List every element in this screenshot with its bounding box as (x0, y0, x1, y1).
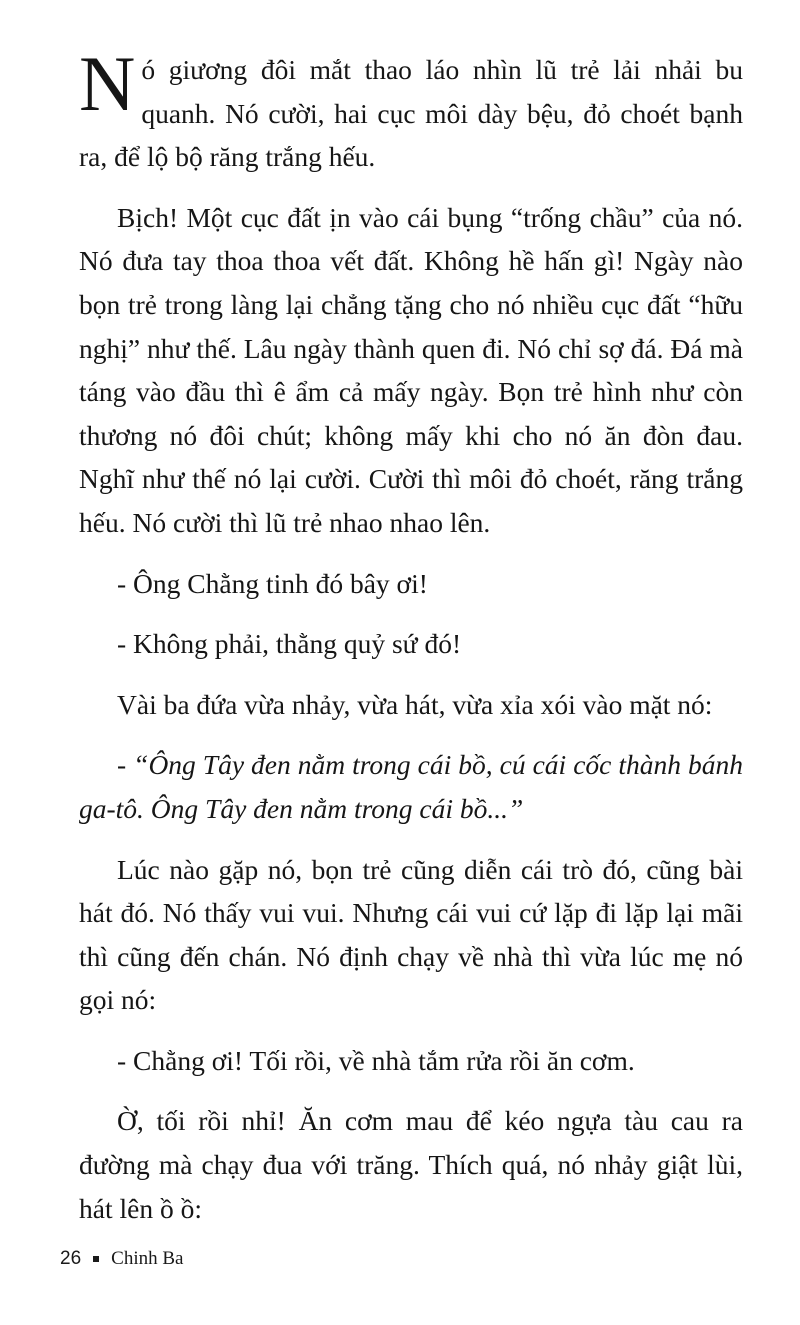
dialog-line-2: - Không phải, thằng quỷ sứ đó! (117, 628, 462, 660)
page-number: 26 (60, 1248, 82, 1269)
drop-cap: N (79, 40, 136, 127)
book-page (79, 40, 743, 1247)
paragraph-9: Ờ, tối rồi nhỉ! Ăn cơm mau để kéo ngựa tàu cau ra đường mà chạy đua với trăng. Thích quá, nó nhảy giật lùi, hát lên ồ ồ: (79, 1105, 743, 1224)
paragraph-5: Vài ba đứa vừa nhảy, vừa hát, vừa xỉa xói vào mặt nó: (117, 688, 713, 720)
dialog-line-1: - Ông Chằng tinh đó bây ơi! (117, 567, 428, 599)
paragraph-7: Lúc nào gặp nó, bọn trẻ cũng diễn cái trò đó, cũng bài hát đó. Nó thấy vui vui. Nhưng cái vui cứ lặp đi lặp lại mãi thì cũng đến chán. Nó định chạy về nhà thì vừa lúc mẹ nó gọi nó: (79, 853, 743, 1016)
page-footer (60, 1248, 183, 1270)
opening-paragraph (79, 40, 743, 179)
bullet-icon (93, 1256, 99, 1262)
paragraph-2: Bịch! Một cục đất ịn vào cái bụng “trống chầu” của nó. Nó đưa tay thoa thoa vết đất. Không hề hấn gì! Ngày nào bọn trẻ trong làng lại chẳng tặng cho nó nhiều cục đất “hữu nghị” như thế. Lâu ngày thành quen đi. Nó chỉ sợ đá. Đá mà táng vào đầu thì ê ẩm cả mấy ngày. Bọn trẻ hình như còn thương nó đôi chút; không mấy khi cho nó ăn đòn đau. Nghĩ như thế nó lại cười. Cười thì môi đỏ choét, răng trắng hếu. Nó cười thì lũ trẻ nhao nhao lên. (79, 201, 743, 538)
dialog-line-3: - Chằng ơi! Tối rồi, về nhà tắm rửa rồi ăn cơm. (117, 1044, 635, 1076)
author-name: Chinh Ba (111, 1248, 184, 1269)
song-verse: - “Ông Tây đen nằm trong cái bồ, cú cái cốc thành bánh ga-tô. Ông Tây đen nằm trong cái bồ...” (79, 749, 743, 824)
opening-paragraph-text: ó giương đôi mắt thao láo nhìn lũ trẻ lải nhải bu quanh. Nó cười, hai cục môi dày bệu, đỏ choét bạnh ra, để lộ bộ răng trắng hếu. (79, 54, 743, 173)
